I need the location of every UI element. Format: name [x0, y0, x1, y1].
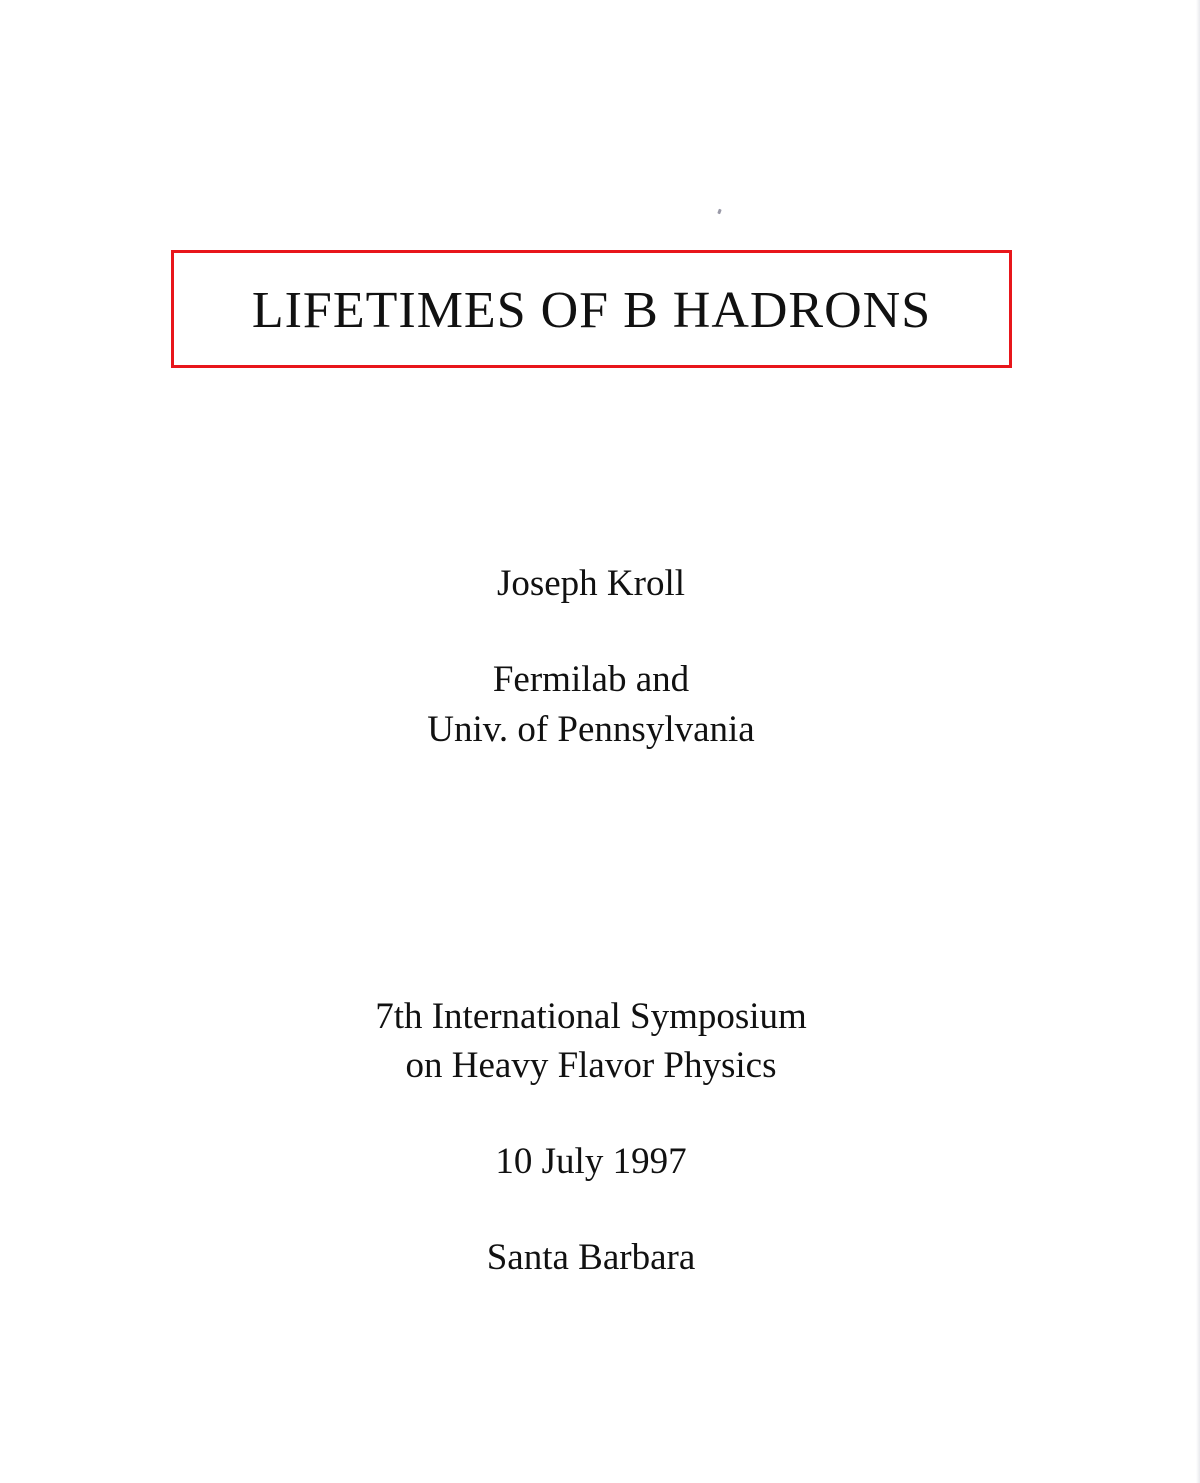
author-name: Joseph Kroll: [496, 563, 686, 604]
page-title: LIFETIMES OF B HADRONS: [251, 281, 932, 339]
title-box: [171, 250, 1012, 368]
affiliation-line-1: Fermilab and: [492, 659, 690, 700]
event-date: 10 July 1997: [495, 1141, 687, 1182]
event-line-1: 7th International Symposium: [375, 996, 807, 1037]
event-location: Santa Barbara: [486, 1237, 696, 1278]
event-line-2: on Heavy Flavor Physics: [405, 1045, 777, 1086]
page-edge-shadow: [1196, 0, 1200, 1483]
affiliation-line-2: Univ. of Pennsylvania: [427, 709, 755, 750]
scan-speck: [717, 209, 722, 215]
